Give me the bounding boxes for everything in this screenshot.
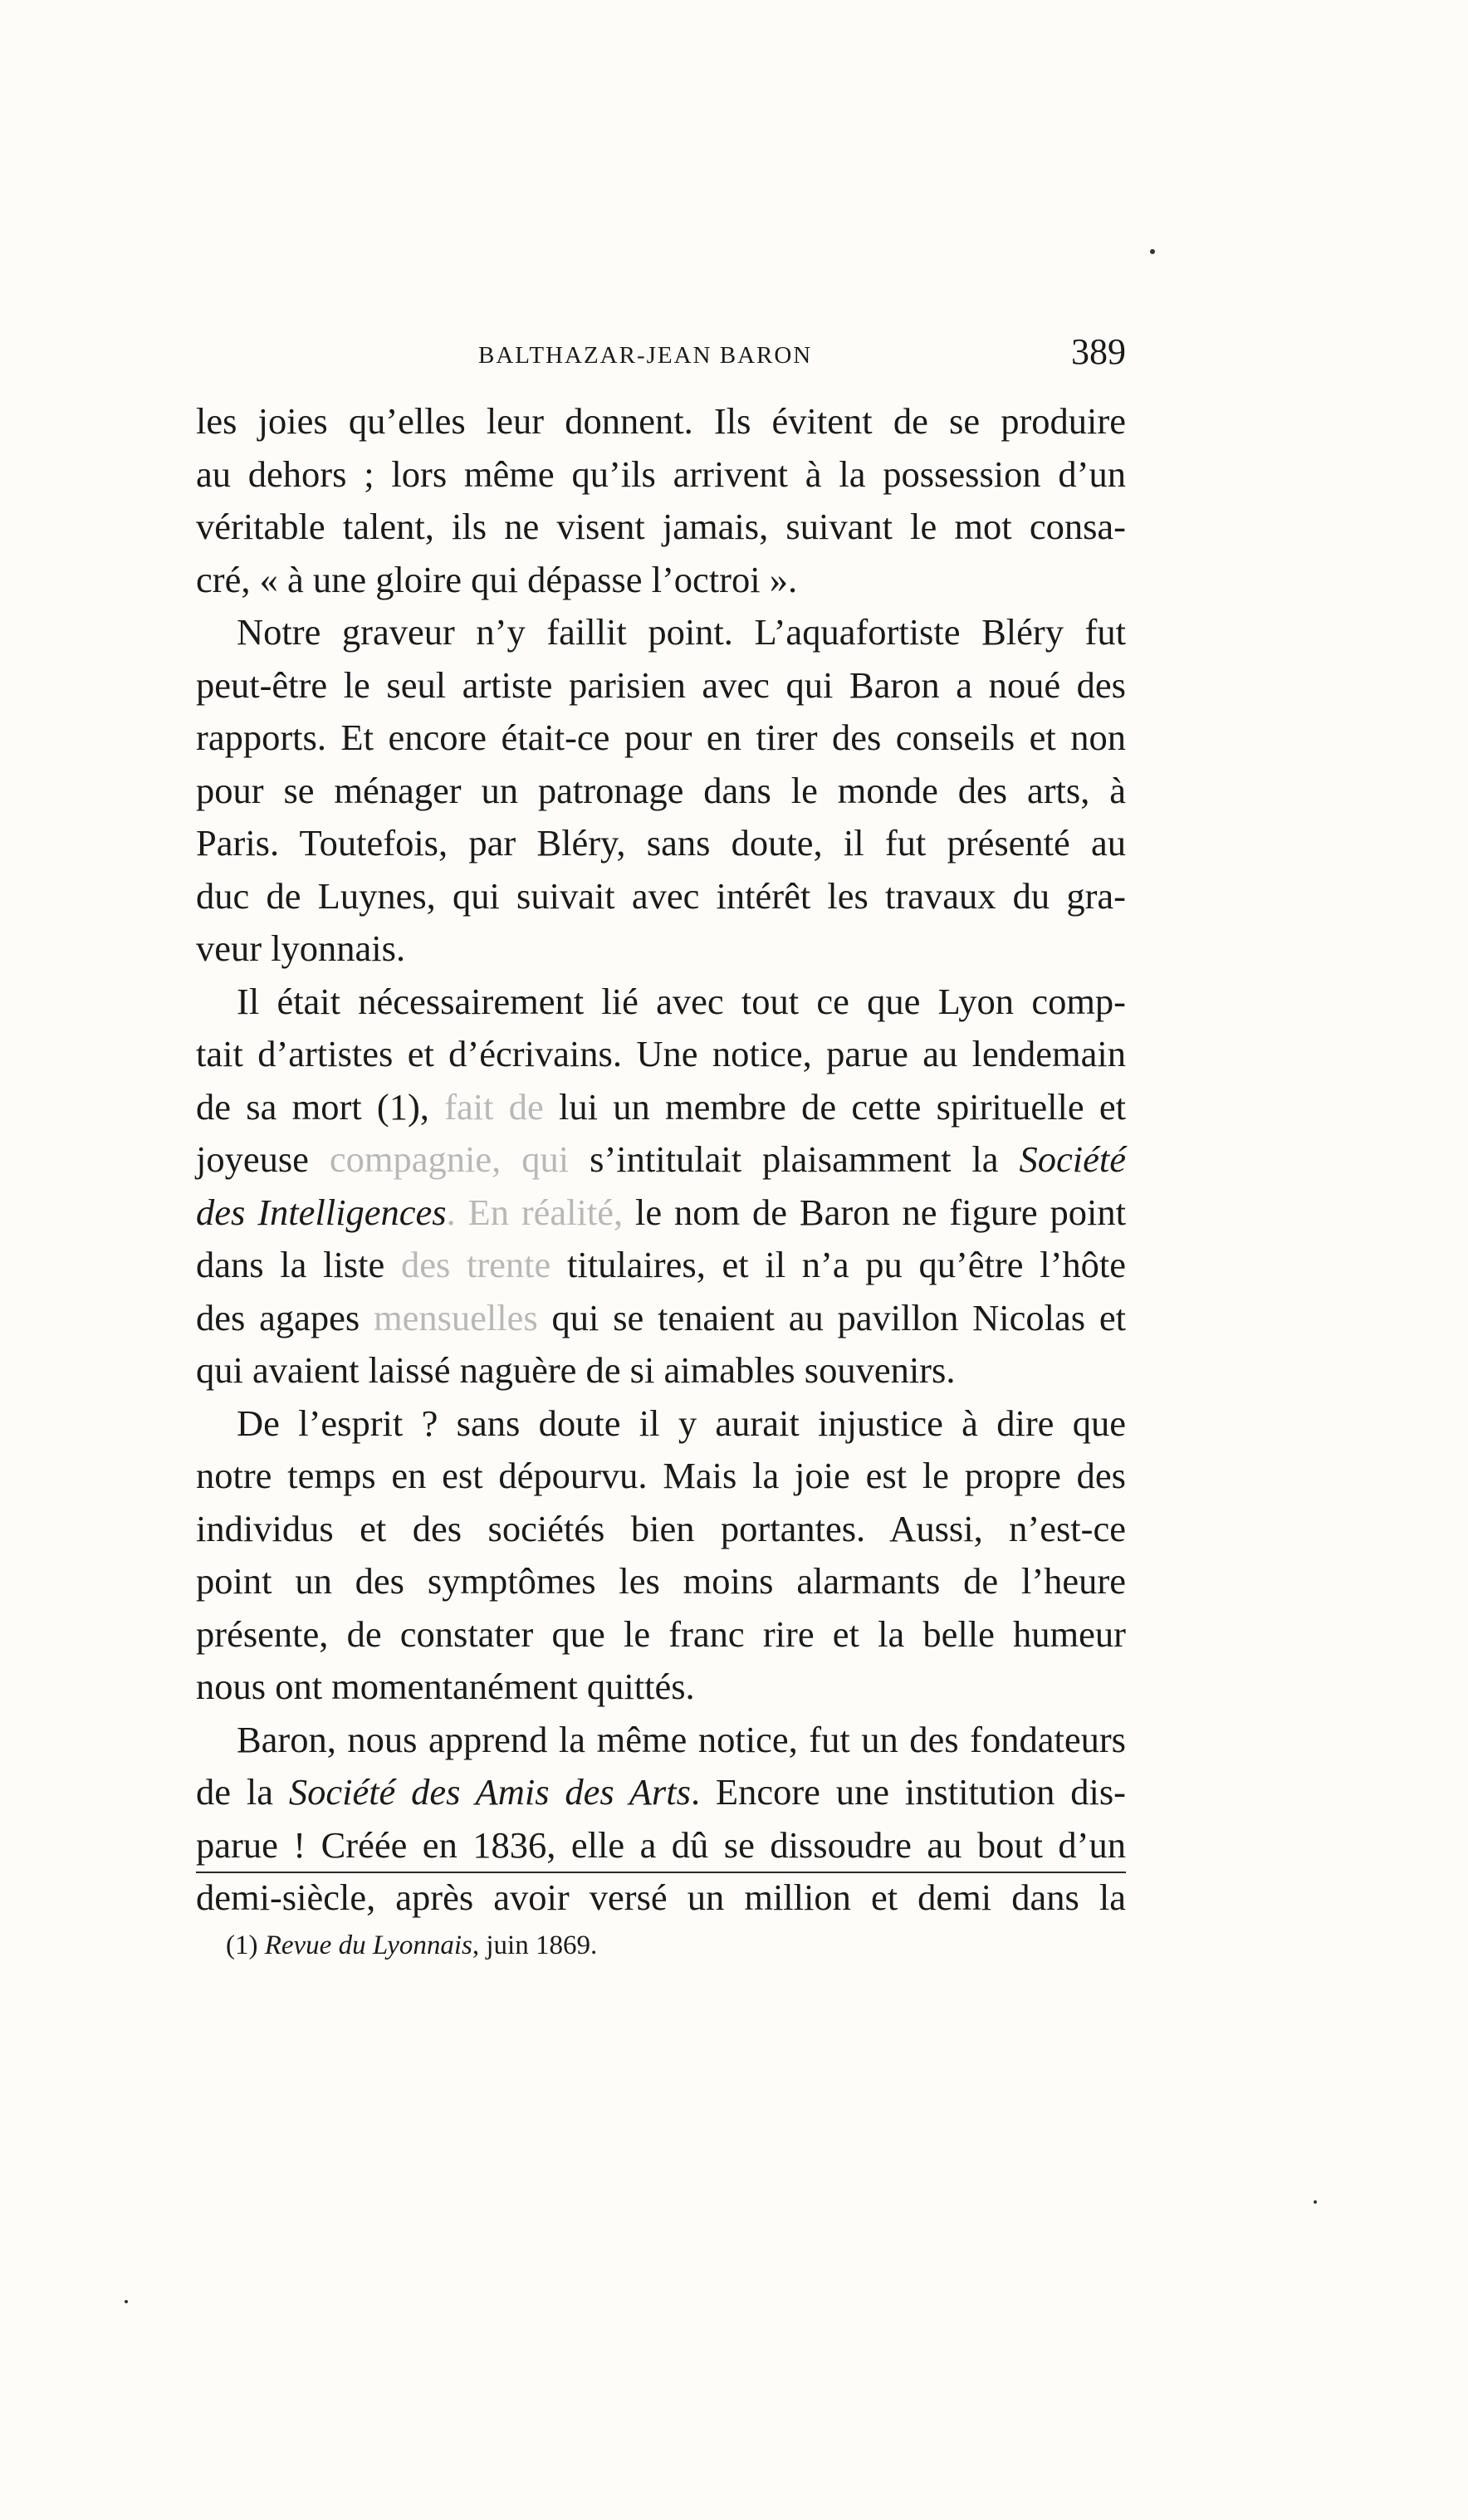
text-segment: veur lyonnais. [196,927,406,969]
text-line [196,1397,1126,1451]
faded-text-segment: compagnie, qui [329,1138,570,1180]
text-segment: au dehors ; lors même qu’ils arrivent à la possession d’un [196,453,1126,495]
text-segment: Baron, nous apprend la même notice, fut un des fondateurs [237,1718,1126,1760]
ink-speck [125,2300,128,2303]
text-line [196,606,1126,659]
text-segment: véritable talent, ils ne visent jamais, suivant le mot consa- [196,506,1126,547]
text-line [196,1187,1126,1240]
text-segment: les joies qu’elles leur donnent. Ils évitent de se produire [196,400,1126,442]
ink-speck [1150,249,1155,254]
text-segment: dans la liste [196,1244,401,1285]
text-segment: cré, « à une gloire qui dépasse l’octroi ». [196,558,798,600]
text-segment: de la [196,1771,289,1813]
faded-text-segment: . En réalité, [446,1191,624,1233]
text-segment: qui se tenaient au pavillon Nicolas et [537,1296,1127,1338]
text-line [196,976,1126,1029]
text-segment: s’intitulait plaisamment la [569,1138,1020,1180]
text-segment: nous ont momentanément quittés. [196,1666,695,1707]
text-line [196,1133,1126,1187]
text-line [196,1028,1126,1081]
text-segment: joyeuse [196,1138,330,1180]
faded-text-segment: mensuelles [374,1296,538,1338]
text-line [196,1292,1126,1345]
running-title: BALTHAZAR-JEAN BARON [478,342,813,369]
running-head [196,330,1126,380]
text-line [196,1503,1126,1556]
text-segment: des agapes [196,1296,374,1338]
text-segment: le nom de Baron ne figure point [623,1191,1126,1233]
text-segment: duc de Luynes, qui suivait avec intérêt les travaux du gra- [196,874,1126,917]
italic-text-segment: Société [1019,1138,1126,1180]
text-line [196,395,1126,448]
text-line [196,1344,1126,1397]
text-line [196,1661,1126,1714]
text-segment: notre temps en est dépourvu. Mais la joie est le propre des [196,1455,1126,1496]
text-segment: De l’esprit ? sans doute il y aurait injustice à dire que [237,1402,1126,1444]
text-line [196,1608,1126,1661]
body-text [196,395,1126,1925]
italic-text-segment: Société des Amis des Arts [288,1771,691,1813]
text-segment: Paris. Toutefois, par Bléry, sans doute, il fut présenté au [196,822,1126,864]
text-line [196,765,1126,818]
footnote-marker: (1) [226,1930,265,1960]
faded-text-segment: fait de [444,1085,544,1128]
footnote-rule [196,1872,1126,1873]
text-line [196,1081,1126,1134]
text-segment: présente, de constater que le franc rire et la belle humeur [196,1612,1126,1655]
text-segment: Il était nécessairement lié avec tout ce que Lyon comp- [237,980,1126,1022]
faded-text-segment: des trente [400,1244,551,1285]
text-line [196,1239,1126,1292]
text-segment: Notre graveur n’y faillit point. L’aquafortiste Bléry fut [237,611,1126,653]
text-line [196,1872,1126,1925]
footnote-text: , juin 1869. [472,1930,598,1960]
text-segment: individus et des sociétés bien portantes. Aussi, n’est-ce [196,1507,1126,1549]
text-segment: pour se ménager un patronage dans le monde des arts, à [196,769,1126,811]
text-segment: peut-être le seul artiste parisien avec qui Baron a noué des [196,663,1126,706]
text-line [196,1819,1126,1872]
ink-speck [1314,2200,1317,2204]
text-line [196,1450,1126,1503]
text-line [196,870,1126,923]
text-segment: titulaires, et il n’a pu qu’être l’hôte [550,1244,1126,1285]
text-line [196,1555,1126,1608]
text-line [196,817,1126,870]
text-segment: demi-siècle, après avoir versé un million et demi dans la [196,1877,1126,1918]
page-number: 389 [1071,331,1126,372]
text-segment: de sa mort (1), [196,1085,445,1128]
text-line [196,554,1126,607]
footnote [226,1930,597,1961]
text-line [196,1766,1126,1819]
text-segment: point un des symptômes les moins alarmants de l’heure [196,1560,1126,1602]
text-segment: lui un membre de cette spirituelle et [543,1085,1126,1128]
text-segment: qui avaient laissé naguère de si aimables souvenirs. [196,1349,956,1391]
text-line [196,501,1126,554]
text-line [196,659,1126,712]
text-segment: . Encore une institution dis- [690,1771,1126,1813]
text-line [196,1714,1126,1767]
text-line [196,922,1126,976]
text-line [196,448,1126,502]
text-segment: rapports. Et encore était-ce pour en tirer des conseils et non [196,717,1126,758]
text-line [196,712,1126,765]
italic-text-segment: des Intelligences [196,1191,447,1233]
text-segment: parue ! Créée en 1836, elle a dû se dissoudre au bout d’un [196,1823,1126,1866]
footnote-source: Revue du Lyonnais [264,1930,472,1960]
text-segment: tait d’artistes et d’écrivains. Une notice, parue au lendemain [196,1033,1126,1074]
